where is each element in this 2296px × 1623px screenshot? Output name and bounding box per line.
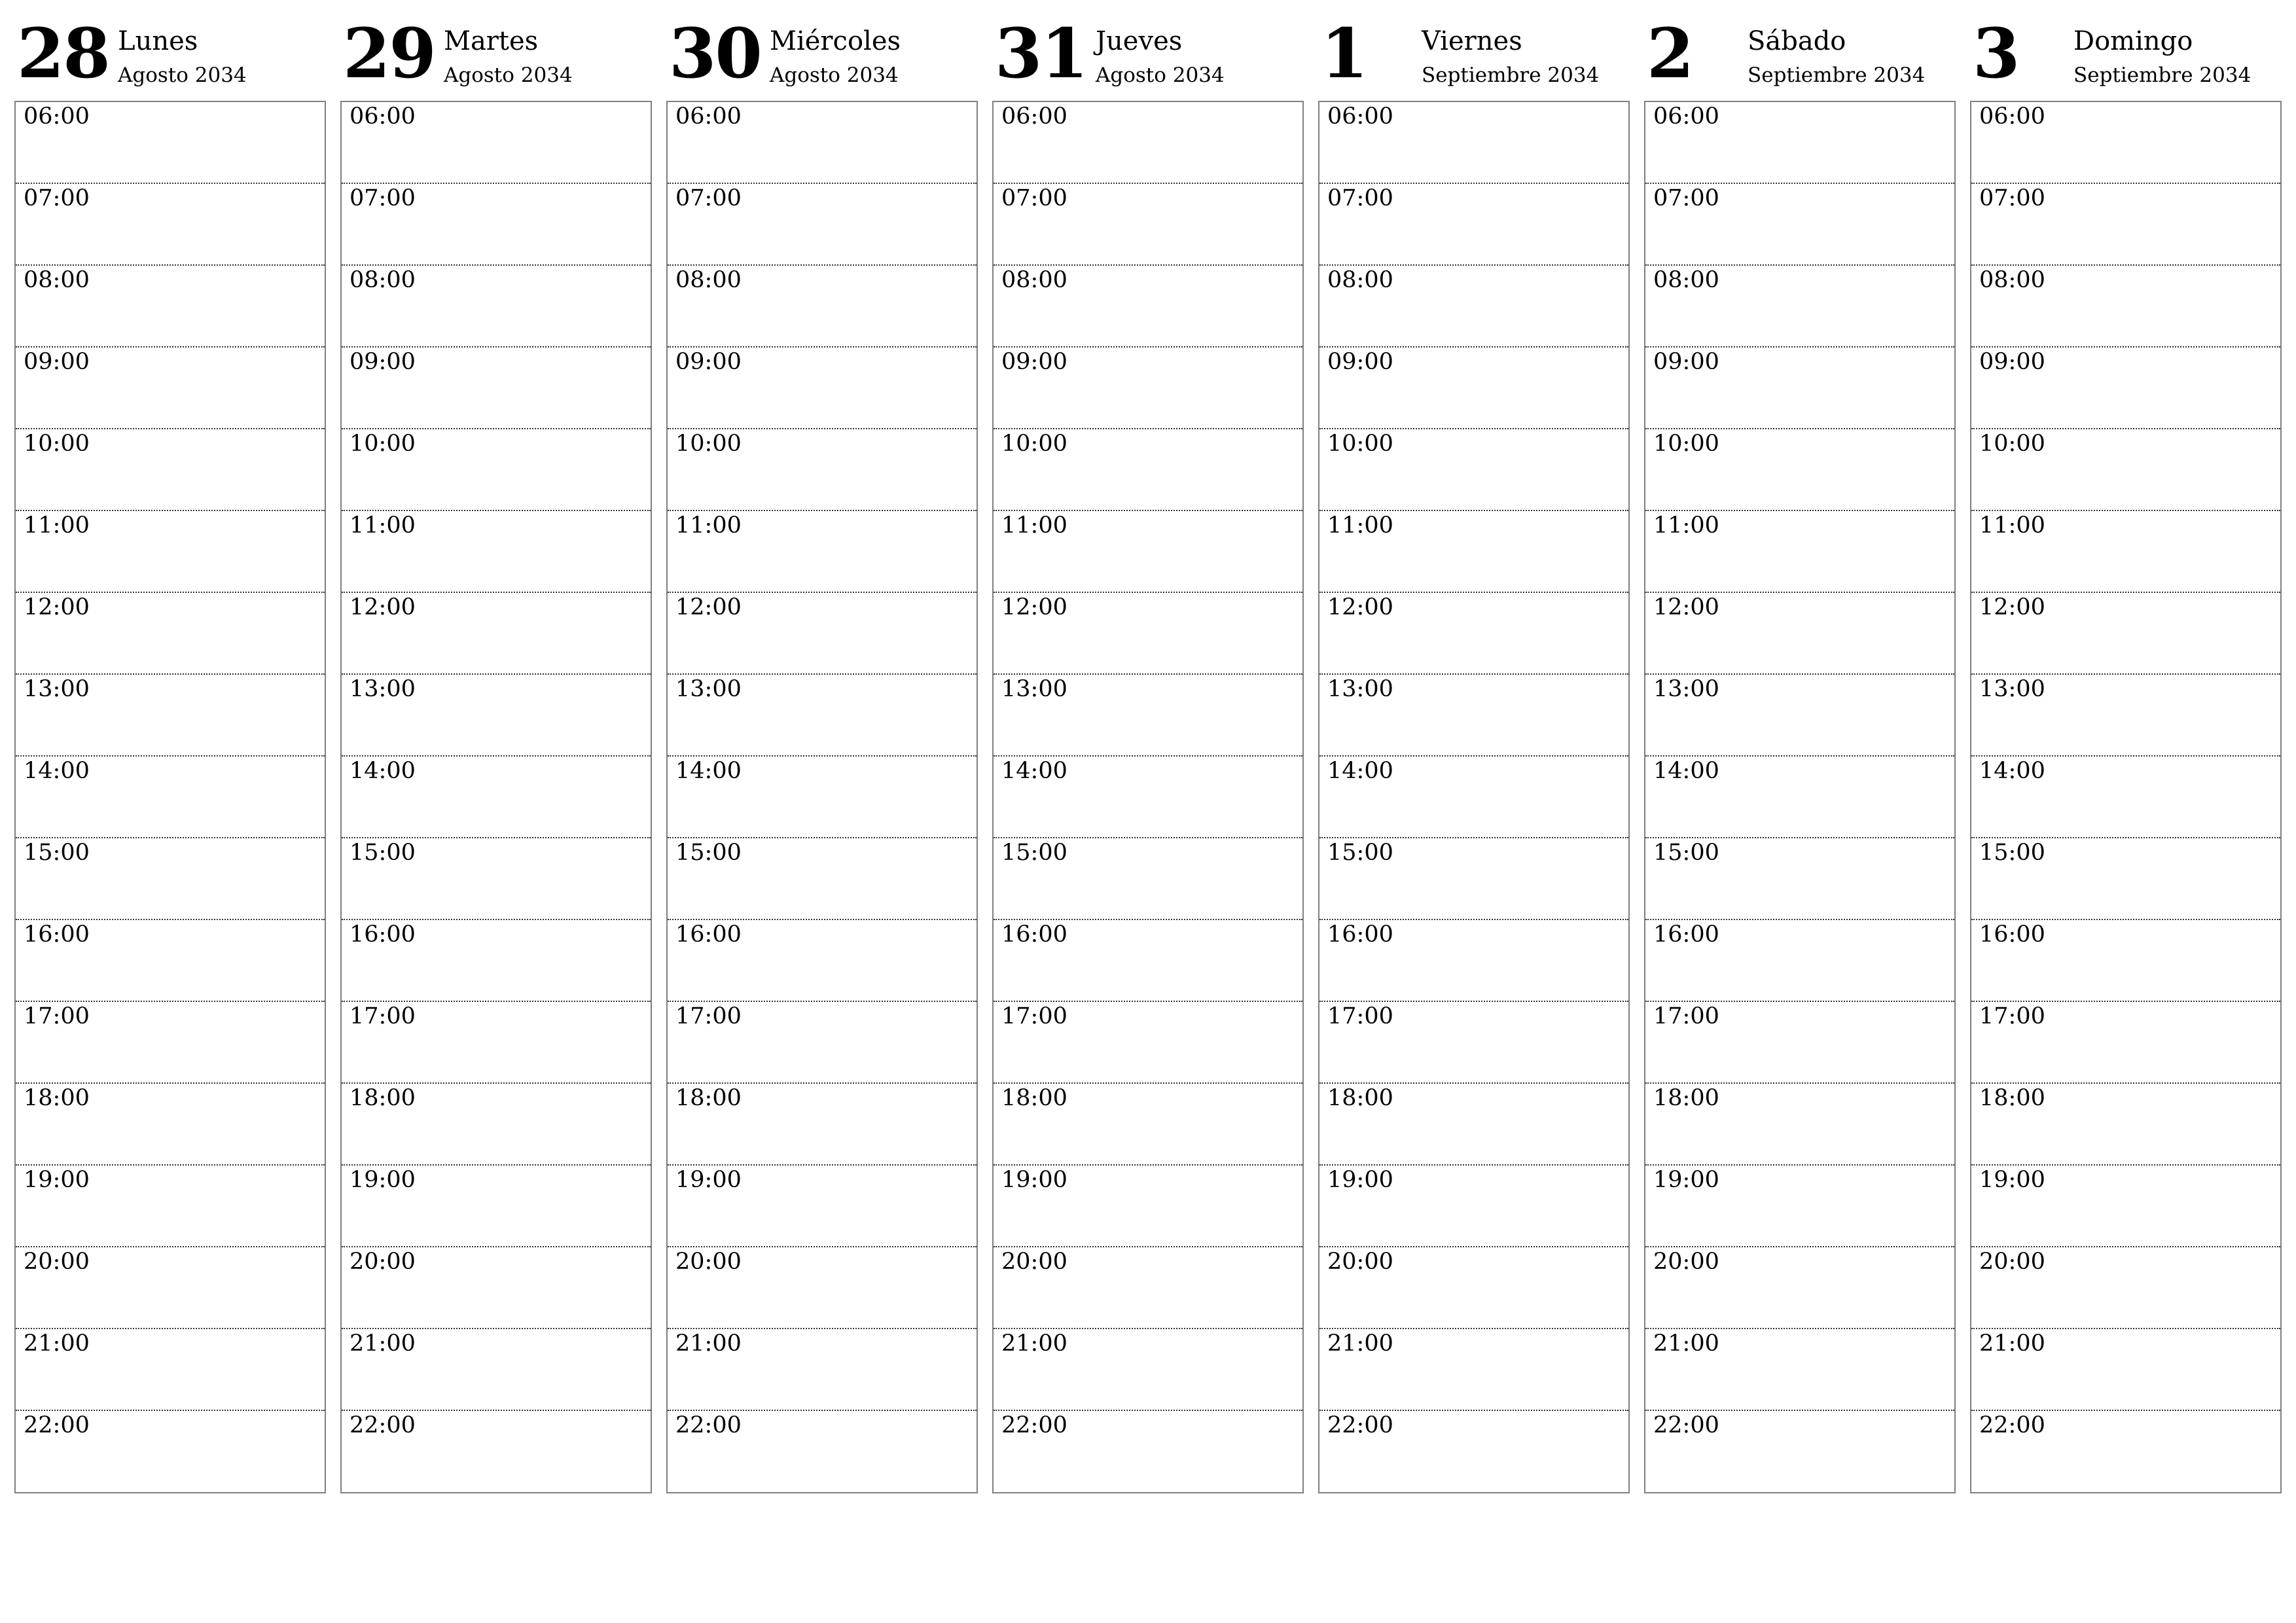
hour-label: 21:00 [24,1330,90,1357]
hour-slot[interactable] [342,1002,651,1084]
month-year-label: Agosto 2034 [770,63,899,87]
hour-label: 11:00 [1327,512,1393,539]
hour-label: 08:00 [350,267,416,293]
hour-label: 21:00 [350,1330,416,1357]
hour-slot[interactable] [1971,593,2280,675]
hour-slot[interactable] [1319,1411,1628,1493]
hour-label: 22:00 [1979,1412,2045,1438]
hour-label: 16:00 [1327,921,1393,948]
hour-label: 13:00 [1001,676,1067,702]
hour-slot[interactable] [1319,593,1628,675]
hour-slot[interactable] [1971,184,2280,266]
hour-label: 07:00 [350,185,416,211]
hour-slot[interactable] [342,1411,651,1493]
hour-slot[interactable] [994,102,1302,184]
hour-slot[interactable] [342,920,651,1002]
hour-slot[interactable] [1319,102,1628,184]
hour-label: 12:00 [1001,594,1067,620]
hour-slot[interactable] [1319,511,1628,593]
weekday-name: Sábado [1748,26,1846,56]
hour-label: 21:00 [1653,1330,1719,1357]
hour-slot[interactable] [1645,266,1954,348]
hour-label: 07:00 [675,185,742,211]
hourly-schedule-box [666,101,978,1493]
hour-slot[interactable] [994,266,1302,348]
day-number: 1 [1321,13,1367,94]
hour-slot[interactable] [1971,1002,2280,1084]
hour-label: 14:00 [24,758,90,784]
hour-slot[interactable] [1971,511,2280,593]
hour-slot[interactable] [1971,1411,2280,1493]
hour-slot[interactable] [994,348,1302,429]
hour-slot[interactable] [16,1411,325,1493]
hour-slot[interactable] [342,1329,651,1411]
day-header [992,0,1304,98]
hour-slot[interactable] [994,429,1302,511]
hour-slot[interactable] [994,1084,1302,1166]
month-year-label: Septiembre 2034 [1422,63,1600,87]
hour-label: 19:00 [1979,1167,2045,1193]
hour-label: 08:00 [1001,267,1067,293]
hour-label: 08:00 [24,267,90,293]
hour-slot[interactable] [16,184,325,266]
hour-label: 15:00 [24,840,90,866]
hour-label: 14:00 [350,758,416,784]
hour-label: 10:00 [1327,431,1393,457]
hour-label: 16:00 [24,921,90,948]
hour-slot[interactable] [1645,1247,1954,1329]
hourly-schedule-box [340,101,652,1493]
hour-slot[interactable] [1319,429,1628,511]
hour-label: 19:00 [675,1167,742,1193]
hour-label: 20:00 [1327,1249,1393,1275]
hour-label: 17:00 [1979,1003,2045,1029]
hour-label: 06:00 [1001,103,1067,130]
hour-label: 07:00 [1979,185,2045,211]
hour-label: 09:00 [675,349,742,375]
hour-label: 15:00 [1327,840,1393,866]
hour-slot[interactable] [994,675,1302,757]
hour-slot[interactable] [1319,838,1628,920]
hour-label: 12:00 [1653,594,1719,620]
hour-slot[interactable] [16,1084,325,1166]
hour-label: 17:00 [24,1003,90,1029]
hour-slot[interactable] [1971,1329,2280,1411]
hour-label: 09:00 [1001,349,1067,375]
day-number: 29 [343,13,435,94]
hour-label: 12:00 [1327,594,1393,620]
hour-label: 08:00 [675,267,742,293]
hour-slot[interactable] [1971,1247,2280,1329]
hour-label: 19:00 [1001,1167,1067,1193]
hour-label: 12:00 [1979,594,2045,620]
hour-slot[interactable] [1971,348,2280,429]
hour-label: 14:00 [1001,758,1067,784]
hour-slot[interactable] [1319,1002,1628,1084]
hour-label: 22:00 [350,1412,416,1438]
hour-label: 11:00 [1653,512,1719,539]
hour-label: 11:00 [24,512,90,539]
weekday-name: Miércoles [770,26,901,56]
hour-slot[interactable] [1645,593,1954,675]
day-header [1644,0,1956,98]
hour-slot[interactable] [668,1002,977,1084]
hour-slot[interactable] [1645,1084,1954,1166]
day-header [666,0,978,98]
hour-label: 09:00 [350,349,416,375]
hour-label: 07:00 [1001,185,1067,211]
hour-label: 08:00 [1653,267,1719,293]
hour-label: 15:00 [675,840,742,866]
weekday-name: Jueves [1096,26,1183,56]
hour-slot[interactable] [994,838,1302,920]
day-number: 3 [1973,13,2019,94]
hour-label: 10:00 [1653,431,1719,457]
hour-label: 22:00 [1001,1412,1067,1438]
hour-slot[interactable] [994,1002,1302,1084]
hour-slot[interactable] [994,1166,1302,1247]
day-number: 2 [1647,13,1693,94]
hourly-schedule-box [1970,101,2282,1493]
hour-label: 19:00 [1327,1167,1393,1193]
hour-label: 10:00 [675,431,742,457]
day-header [340,0,652,98]
hour-slot[interactable] [1645,1329,1954,1411]
hour-label: 14:00 [1327,758,1393,784]
hour-slot[interactable] [1319,184,1628,266]
hour-label: 18:00 [1001,1085,1067,1111]
hour-label: 18:00 [1979,1085,2045,1111]
hourly-schedule-box [1318,101,1630,1493]
hour-label: 15:00 [1653,840,1719,866]
hour-label: 12:00 [350,594,416,620]
weekday-name: Domingo [2073,26,2193,56]
hour-slot[interactable] [16,1002,325,1084]
hour-label: 13:00 [350,676,416,702]
hour-label: 18:00 [1653,1085,1719,1111]
hour-slot[interactable] [1319,1247,1628,1329]
hour-slot[interactable] [16,266,325,348]
hour-slot[interactable] [668,593,977,675]
hourly-schedule-box [992,101,1304,1493]
hour-label: 06:00 [675,103,742,130]
hour-slot[interactable] [1971,1166,2280,1247]
hour-slot[interactable] [1645,757,1954,838]
hour-label: 21:00 [1327,1330,1393,1357]
hour-slot[interactable] [1645,511,1954,593]
hour-label: 22:00 [675,1412,742,1438]
hour-slot[interactable] [16,348,325,429]
hour-slot[interactable] [1319,757,1628,838]
hour-label: 08:00 [1327,267,1393,293]
hour-label: 20:00 [675,1249,742,1275]
hour-label: 17:00 [1001,1003,1067,1029]
hour-label: 17:00 [350,1003,416,1029]
hour-slot[interactable] [668,429,977,511]
hour-label: 09:00 [24,349,90,375]
hour-label: 12:00 [675,594,742,620]
hour-label: 06:00 [350,103,416,130]
hour-slot[interactable] [342,511,651,593]
hour-label: 14:00 [675,758,742,784]
hour-label: 18:00 [675,1085,742,1111]
hour-label: 16:00 [675,921,742,948]
hour-slot[interactable] [16,1247,325,1329]
hour-slot[interactable] [16,511,325,593]
hour-slot[interactable] [1971,920,2280,1002]
hour-label: 22:00 [1653,1412,1719,1438]
hour-slot[interactable] [1971,266,2280,348]
hour-slot[interactable] [16,920,325,1002]
hour-slot[interactable] [1319,920,1628,1002]
hour-slot[interactable] [1319,348,1628,429]
month-year-label: Agosto 2034 [444,63,573,87]
hour-slot[interactable] [668,838,977,920]
month-year-label: Agosto 2034 [118,63,247,87]
day-number: 31 [995,13,1087,94]
hour-label: 06:00 [1979,103,2045,130]
hour-label: 07:00 [1327,185,1393,211]
hour-slot[interactable] [342,838,651,920]
hour-slot[interactable] [668,1329,977,1411]
hour-slot[interactable] [1645,920,1954,1002]
hour-slot[interactable] [1645,102,1954,184]
day-number: 28 [17,13,109,94]
hour-slot[interactable] [994,757,1302,838]
day-header [14,0,326,98]
hour-slot[interactable] [994,593,1302,675]
hour-label: 07:00 [24,185,90,211]
hour-label: 13:00 [1653,676,1719,702]
hour-label: 06:00 [1653,103,1719,130]
hourly-schedule-box [1644,101,1956,1493]
hour-slot[interactable] [1971,102,2280,184]
month-year-label: Agosto 2034 [1096,63,1225,87]
hour-label: 11:00 [350,512,416,539]
hour-label: 21:00 [1001,1330,1067,1357]
hour-slot[interactable] [1645,675,1954,757]
hour-slot[interactable] [342,1084,651,1166]
hour-slot[interactable] [1645,1002,1954,1084]
hour-slot[interactable] [1971,675,2280,757]
hour-slot[interactable] [16,102,325,184]
hour-slot[interactable] [342,757,651,838]
hour-slot[interactable] [1319,1166,1628,1247]
hour-label: 16:00 [350,921,416,948]
hour-slot[interactable] [668,102,977,184]
hour-label: 19:00 [24,1167,90,1193]
day-header [1970,0,2282,98]
hour-label: 10:00 [1001,431,1067,457]
hour-label: 11:00 [675,512,742,539]
hour-slot[interactable] [668,184,977,266]
hour-slot[interactable] [1971,429,2280,511]
weekday-name: Viernes [1422,26,1522,56]
hour-label: 12:00 [24,594,90,620]
hour-label: 11:00 [1001,512,1067,539]
hour-label: 11:00 [1979,512,2045,539]
hour-label: 17:00 [675,1003,742,1029]
hour-slot[interactable] [1645,184,1954,266]
hour-slot[interactable] [668,266,977,348]
hour-label: 22:00 [24,1412,90,1438]
weekday-name: Lunes [118,26,198,56]
hour-slot[interactable] [1645,838,1954,920]
hour-slot[interactable] [994,1411,1302,1493]
hour-label: 15:00 [350,840,416,866]
hour-slot[interactable] [342,102,651,184]
hour-label: 20:00 [1979,1249,2045,1275]
hour-slot[interactable] [16,838,325,920]
hour-label: 06:00 [1327,103,1393,130]
hour-slot[interactable] [16,593,325,675]
hour-slot[interactable] [16,1166,325,1247]
hour-slot[interactable] [668,511,977,593]
hour-slot[interactable] [1319,266,1628,348]
hour-label: 06:00 [24,103,90,130]
hour-label: 09:00 [1979,349,2045,375]
hour-label: 20:00 [350,1249,416,1275]
hour-label: 14:00 [1979,758,2045,784]
hour-label: 18:00 [24,1085,90,1111]
hour-slot[interactable] [668,1084,977,1166]
hour-slot[interactable] [1319,1329,1628,1411]
hour-slot[interactable] [1645,429,1954,511]
hour-slot[interactable] [668,1411,977,1493]
hour-label: 15:00 [1979,840,2045,866]
hour-slot[interactable] [668,757,977,838]
hour-slot[interactable] [668,1166,977,1247]
hour-slot[interactable] [994,1247,1302,1329]
hourly-schedule-box [14,101,326,1493]
month-year-label: Septiembre 2034 [1748,63,1926,87]
hour-label: 10:00 [350,431,416,457]
month-year-label: Septiembre 2034 [2073,63,2251,87]
hour-slot[interactable] [994,511,1302,593]
hour-label: 18:00 [1327,1085,1393,1111]
hour-slot[interactable] [1971,838,2280,920]
hour-slot[interactable] [16,675,325,757]
hour-label: 20:00 [1001,1249,1067,1275]
hour-slot[interactable] [1971,757,2280,838]
hour-slot[interactable] [342,184,651,266]
hour-label: 10:00 [1979,431,2045,457]
hour-label: 18:00 [350,1085,416,1111]
hour-label: 13:00 [1327,676,1393,702]
hour-slot[interactable] [994,1329,1302,1411]
hour-slot[interactable] [668,920,977,1002]
hour-label: 20:00 [24,1249,90,1275]
hour-slot[interactable] [668,1247,977,1329]
hour-label: 13:00 [675,676,742,702]
hour-label: 15:00 [1001,840,1067,866]
hour-slot[interactable] [668,675,977,757]
hour-slot[interactable] [994,920,1302,1002]
hour-slot[interactable] [1319,1084,1628,1166]
hour-slot[interactable] [342,593,651,675]
hour-label: 10:00 [24,431,90,457]
hour-label: 19:00 [350,1167,416,1193]
hour-label: 19:00 [1653,1167,1719,1193]
hour-label: 22:00 [1327,1412,1393,1438]
hour-label: 16:00 [1001,921,1067,948]
hour-label: 13:00 [24,676,90,702]
hour-slot[interactable] [342,675,651,757]
hour-label: 16:00 [1979,921,2045,948]
hour-label: 08:00 [1979,267,2045,293]
hour-slot[interactable] [16,429,325,511]
hour-label: 13:00 [1979,676,2045,702]
hour-slot[interactable] [668,348,977,429]
day-header [1318,0,1630,98]
hour-label: 21:00 [1979,1330,2045,1357]
hour-label: 07:00 [1653,185,1719,211]
hour-slot[interactable] [1971,1084,2280,1166]
hour-label: 09:00 [1327,349,1393,375]
hour-label: 20:00 [1653,1249,1719,1275]
hour-slot[interactable] [16,757,325,838]
hour-slot[interactable] [342,348,651,429]
hour-label: 14:00 [1653,758,1719,784]
hour-label: 17:00 [1653,1003,1719,1029]
hour-label: 16:00 [1653,921,1719,948]
hour-slot[interactable] [1645,1166,1954,1247]
hour-slot[interactable] [16,1329,325,1411]
hour-label: 21:00 [675,1330,742,1357]
hour-slot[interactable] [342,1166,651,1247]
hour-label: 17:00 [1327,1003,1393,1029]
hour-slot[interactable] [342,429,651,511]
hour-slot[interactable] [1645,1411,1954,1493]
hour-slot[interactable] [1319,675,1628,757]
hour-slot[interactable] [994,184,1302,266]
hour-label: 09:00 [1653,349,1719,375]
hour-slot[interactable] [342,1247,651,1329]
hour-slot[interactable] [1645,348,1954,429]
day-number: 30 [669,13,761,94]
weekday-name: Martes [444,26,539,56]
hour-slot[interactable] [342,266,651,348]
